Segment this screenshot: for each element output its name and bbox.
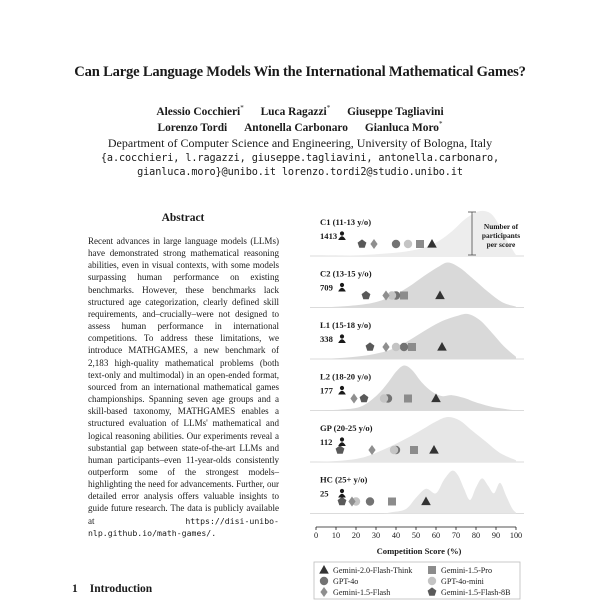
person-icon	[338, 386, 346, 395]
person-icon-head	[340, 437, 344, 441]
abstract-text: Recent advances in large language models (LLMs) have demonstrated strong mathematical reasoning abilities, even in visual contexts, with some models surpassing human performance on existing benchmarks. However, these benchmarks lack structured age categorization, clearly defined skill requirements, and–crucially–were not designed to assess human performance in international competitions. To address these limitations, we introduce MATHGAMES, a new benchmark of 2,183 high-quality mathematical problems (both text-only and multimodal) in an open-ended format, sourced from an international mathematical games championships. Spanning seven age groups and a skill-based taxonomy, MATHGAMES enables a structured evaluation of LLMs' mathematical and logical reasoning abilities. Our experiments reveal a substantial gap between state-of-the-art LLMs and human participants–even 11-year-olds consistently outperform some of the strongest models–highlighting the need for advancements. Further, our detailed error analysis offers valuable insights to guide future research. The data is publicly available at	[88, 236, 279, 526]
annotation-text	[482, 222, 520, 249]
marker-gemini-1-5-flash	[370, 239, 377, 249]
person-icon	[338, 334, 346, 343]
x-tick-label: 100	[509, 531, 523, 540]
section-number: 1	[72, 583, 78, 595]
marker-gpt-4o-mini	[390, 446, 398, 454]
x-tick-label: 90	[491, 531, 501, 540]
marker-gemini-1-5-flash-8b	[362, 291, 371, 299]
author-name: Luca Ragazzi*	[260, 104, 331, 118]
legend-marker	[319, 565, 329, 574]
participant-count: 709	[320, 282, 333, 293]
legend-entry: GPT-4o	[333, 577, 359, 586]
marker-gemini-1-5-pro	[400, 292, 408, 300]
x-tick-label: 0	[313, 531, 319, 540]
marker-gemini-1-5-flash-8b	[360, 394, 369, 402]
x-tick-label: 40	[391, 531, 401, 540]
author-name: Lorenzo Tordi	[157, 121, 228, 134]
legend	[314, 562, 520, 599]
marker-gpt-4o-mini	[404, 240, 412, 248]
marker-gemini-1-5-flash-8b	[358, 239, 367, 247]
person-icon-body	[338, 391, 346, 395]
marker-gemini-1-5-flash-8b	[366, 342, 375, 350]
legend-entry: Gemini-1.5-Flash	[333, 588, 391, 597]
author-name: Antonella Carbonaro	[244, 121, 348, 134]
group-label: L1 (15-18 y/o)	[320, 320, 372, 330]
x-tick-label: 60	[431, 531, 441, 540]
marker-gemini-1-5-pro	[388, 498, 396, 506]
participant-count: 112	[320, 437, 333, 447]
person-icon	[338, 231, 346, 240]
person-icon-body	[338, 288, 346, 292]
legend-marker	[428, 577, 436, 585]
legend-marker	[320, 587, 327, 597]
marker-gemini-1-5-flash	[350, 394, 357, 404]
person-icon-head	[340, 283, 344, 287]
group-label: HC (25+ y/o)	[320, 474, 368, 485]
person-icon-head	[340, 386, 344, 390]
x-tick-label: 10	[331, 531, 341, 540]
marker-gemini-1-5-flash-8b	[338, 497, 347, 505]
legend-entry: Gemini-2.0-Flash-Think	[333, 566, 413, 575]
marker-gemini-1-5-pro	[416, 240, 424, 248]
participant-count: 177	[320, 385, 333, 396]
marker-gpt-4o	[392, 240, 400, 248]
group-label: L2 (18-20 y/o)	[320, 371, 372, 382]
marker-gemini-1-5-pro	[404, 395, 412, 403]
author-name: Alessio Cocchieri*	[156, 104, 244, 118]
legend-marker	[428, 587, 437, 595]
group-label: C1 (11-13 y/o)	[320, 217, 372, 227]
abstract-url-link[interactable]: https://disi-unibo-nlp.github.io/math-games/.	[88, 515, 279, 538]
person-icon-body	[338, 339, 346, 343]
marker-gpt-4o-mini	[380, 394, 388, 402]
marker-gemini-1-5-flash	[368, 445, 375, 455]
section-title: Introduction	[89, 583, 153, 595]
abstract-heading: Abstract	[161, 212, 205, 224]
person-icon	[338, 283, 346, 292]
marker-gpt-4o	[400, 343, 408, 351]
affiliation: Department of Computer Science and Engineering, University of Bologna, Italy	[107, 136, 493, 150]
legend-entry: GPT-4o-mini	[441, 577, 484, 586]
marker-gpt-4o	[366, 497, 374, 505]
group-label: GP (20-25 y/o)	[320, 423, 373, 433]
person-icon-body	[338, 442, 346, 446]
person-icon-head	[340, 231, 344, 235]
marker-gemini-1-5-pro	[410, 446, 418, 454]
marker-gpt-4o-mini	[392, 343, 400, 351]
x-tick-label: 70	[451, 531, 461, 540]
person-icon-body	[338, 236, 346, 240]
legend-entry: Gemini-1.5-Pro	[441, 566, 493, 575]
group-label: C2 (13-15 y/o)	[320, 268, 372, 279]
x-tick-label: 30	[371, 531, 381, 540]
person-icon-body	[338, 494, 346, 498]
legend-marker	[428, 566, 436, 574]
marker-gemini-1-5-pro	[408, 343, 416, 351]
person-icon-head	[340, 489, 344, 493]
participant-count: 1413	[320, 231, 338, 241]
legend-entry: Gemini-1.5-Flash-8B	[441, 588, 511, 597]
legend-marker	[320, 577, 328, 585]
email-line-1: {a.cocchieri, l.ragazzi, giuseppe.tagliavini, antonella.carbonaro,	[100, 153, 500, 164]
x-axis-label: Competition Score (%)	[376, 546, 462, 556]
x-tick-label: 20	[351, 531, 361, 540]
marker-gemini-1-5-flash-8b	[336, 445, 345, 453]
person-icon-head	[340, 334, 344, 338]
x-tick-label: 80	[471, 531, 481, 540]
participant-count: 338	[320, 334, 333, 344]
x-tick-label: 50	[411, 531, 421, 540]
author-name: Giuseppe Tagliavini	[347, 105, 444, 118]
participant-count: 25	[320, 488, 329, 499]
author-name: Gianluca Moro*	[364, 120, 443, 134]
annotation-line: Number of	[483, 222, 519, 231]
email-line-2: gianluca.moro}@unibo.it lorenzo.tordi2@studio.unibo.it	[137, 167, 463, 178]
annotation-line: participants	[481, 231, 521, 240]
annotation-line: per score	[486, 240, 516, 249]
paper-title: Can Large Language Models Win the International Mathematical Games?	[74, 64, 526, 80]
person-icon	[338, 437, 346, 446]
person-icon	[338, 489, 346, 498]
